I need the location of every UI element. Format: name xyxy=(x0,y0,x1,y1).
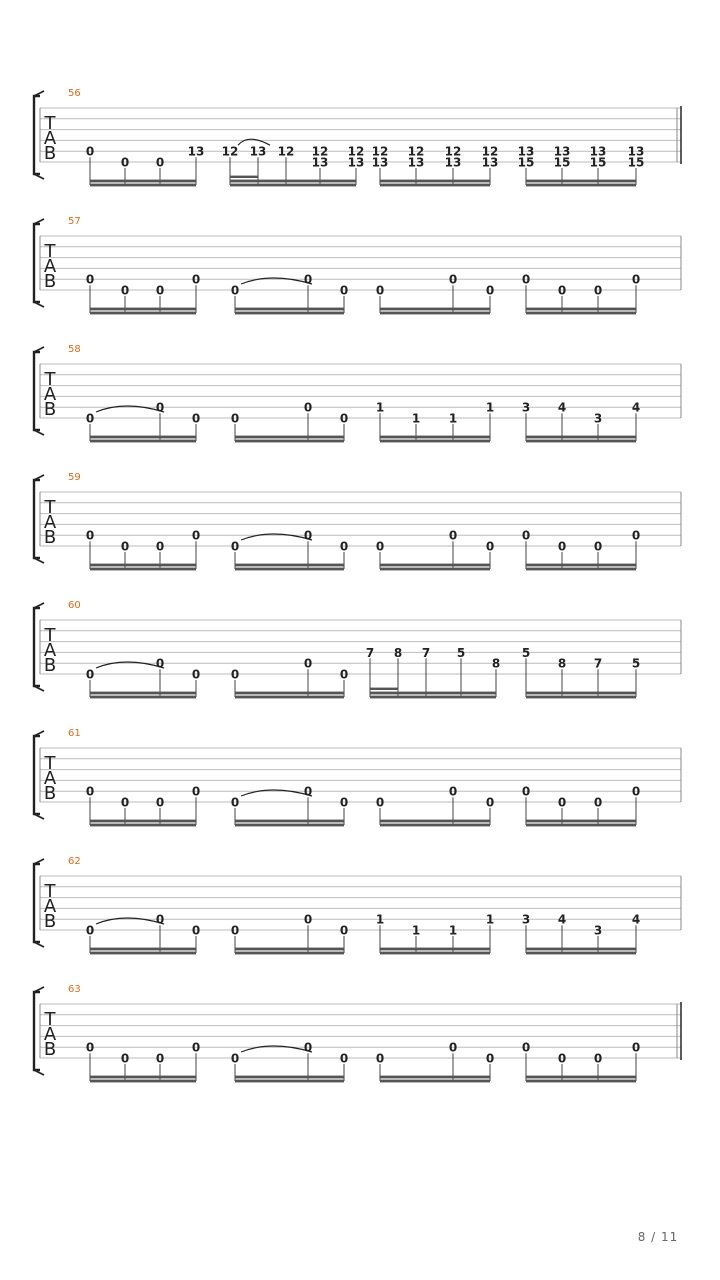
fret-number: 0 xyxy=(85,1040,95,1055)
beam-secondary xyxy=(370,688,398,690)
fret-number: 12 xyxy=(221,144,239,159)
fret-number: 0 xyxy=(120,283,130,298)
beam xyxy=(526,184,636,187)
fret-number: 0 xyxy=(303,912,313,927)
fret-number: 1 xyxy=(411,411,421,426)
beam xyxy=(90,568,196,571)
beam xyxy=(235,568,344,571)
beam xyxy=(526,696,636,699)
tab-clef-letter: A xyxy=(43,128,57,149)
beam-group xyxy=(222,139,365,186)
tab-clef-letter: B xyxy=(43,271,57,292)
system-bracket xyxy=(34,992,40,1070)
beam xyxy=(235,308,344,311)
fret-number: 7 xyxy=(421,645,431,660)
fret-number: 0 xyxy=(593,539,603,554)
fret-number: 3 xyxy=(521,400,531,415)
beam xyxy=(90,696,196,699)
beam xyxy=(90,308,196,311)
beam xyxy=(235,696,344,699)
fret-number: 1 xyxy=(411,923,421,938)
fret-number: 0 xyxy=(155,283,165,298)
fret-number: 0 xyxy=(303,528,313,543)
fret-number: 0 xyxy=(485,1051,495,1066)
beam xyxy=(526,564,636,567)
fret-number: 0 xyxy=(120,155,130,170)
fret-number: 0 xyxy=(593,283,603,298)
tab-clef-letter: T xyxy=(44,881,56,902)
fret-number: 0 xyxy=(120,1051,130,1066)
beam xyxy=(230,184,356,187)
beam xyxy=(380,952,490,955)
fret-number: 5 xyxy=(456,645,466,660)
beam xyxy=(235,1076,344,1079)
fret-number: 13 xyxy=(517,144,535,159)
fret-number: 8 xyxy=(557,656,567,671)
tab-clef-letter: T xyxy=(44,241,56,262)
tab-system xyxy=(34,216,681,314)
beam xyxy=(90,312,196,315)
fret-number: 15 xyxy=(627,155,645,170)
fret-number: 0 xyxy=(557,539,567,554)
beam xyxy=(90,1080,196,1083)
measure-number: 56 xyxy=(68,88,81,99)
tab-clef-letter: B xyxy=(43,1039,57,1060)
fret-number: 0 xyxy=(303,1040,313,1055)
fret-number: 5 xyxy=(521,645,531,660)
beam xyxy=(90,184,196,187)
fret-number: 0 xyxy=(230,923,240,938)
fret-number: 0 xyxy=(303,400,313,415)
beam xyxy=(90,692,196,695)
fret-number: 0 xyxy=(155,1051,165,1066)
fret-number: 13 xyxy=(627,144,645,159)
system-bracket xyxy=(34,224,40,302)
fret-number: 0 xyxy=(85,144,95,159)
fret-number: 0 xyxy=(631,784,641,799)
fret-number: 0 xyxy=(631,528,641,543)
fret-number: 12 xyxy=(371,144,389,159)
beam xyxy=(90,180,196,183)
fret-number: 0 xyxy=(230,1051,240,1066)
beam xyxy=(526,1080,636,1083)
tab-system xyxy=(34,472,681,570)
fret-number: 15 xyxy=(517,155,535,170)
beam xyxy=(90,820,196,823)
fret-number: 0 xyxy=(155,656,165,671)
fret-number: 0 xyxy=(557,795,567,810)
system-bracket xyxy=(34,864,40,942)
system-bracket xyxy=(34,736,40,814)
beam xyxy=(235,564,344,567)
fret-number: 1 xyxy=(485,912,495,927)
tab-clef-letter: B xyxy=(43,655,57,676)
fret-number: 13 xyxy=(249,144,267,159)
system-bracket xyxy=(34,96,40,174)
beam xyxy=(380,568,490,571)
fret-number: 1 xyxy=(448,411,458,426)
tab-clef-letter: B xyxy=(43,399,57,420)
fret-number: 12 xyxy=(444,144,462,159)
fret-number: 4 xyxy=(557,400,567,415)
fret-number: 3 xyxy=(593,923,603,938)
fret-number: 0 xyxy=(375,283,385,298)
tab-clef-letter: T xyxy=(44,497,56,518)
tab-system xyxy=(34,984,681,1082)
beam xyxy=(380,820,490,823)
beam xyxy=(235,440,344,443)
beam xyxy=(90,1076,196,1079)
fret-number: 13 xyxy=(187,144,205,159)
beam xyxy=(380,180,490,183)
tab-system xyxy=(34,88,681,186)
beam xyxy=(235,312,344,315)
fret-number: 0 xyxy=(448,528,458,543)
fret-number: 0 xyxy=(339,1051,349,1066)
tab-clef-letter: A xyxy=(43,1024,57,1045)
tab-clef-letter: T xyxy=(44,625,56,646)
fret-number: 8 xyxy=(491,656,501,671)
fret-number: 0 xyxy=(339,795,349,810)
fret-number: 0 xyxy=(85,784,95,799)
fret-number: 0 xyxy=(191,528,201,543)
fret-number: 0 xyxy=(230,283,240,298)
page-number: 8 / 11 xyxy=(637,1230,679,1244)
beam xyxy=(380,308,490,311)
fret-number: 0 xyxy=(191,272,201,287)
fret-number: 0 xyxy=(485,283,495,298)
tab-clef-letter: T xyxy=(44,753,56,774)
fret-number: 15 xyxy=(553,155,571,170)
fret-number: 0 xyxy=(230,795,240,810)
fret-number: 0 xyxy=(521,272,531,287)
fret-number: 4 xyxy=(631,400,641,415)
system-bracket xyxy=(34,608,40,686)
beam xyxy=(526,180,636,183)
fret-number: 0 xyxy=(448,272,458,287)
beam-secondary xyxy=(230,176,258,178)
measure-number: 57 xyxy=(68,216,81,227)
tab-clef-letter: B xyxy=(43,783,57,804)
fret-number: 13 xyxy=(553,144,571,159)
tab-clef-letter: B xyxy=(43,143,57,164)
measure-number: 59 xyxy=(68,472,81,483)
fret-number: 0 xyxy=(85,923,95,938)
fret-number: 0 xyxy=(155,155,165,170)
fret-number: 0 xyxy=(120,795,130,810)
fret-number: 12 xyxy=(347,144,365,159)
fret-number: 0 xyxy=(593,795,603,810)
tab-system xyxy=(34,856,681,954)
tab-clef-letter: A xyxy=(43,256,57,277)
beam xyxy=(380,948,490,951)
fret-number: 8 xyxy=(393,645,403,660)
beam xyxy=(526,1076,636,1079)
tab-clef-letter: A xyxy=(43,384,57,405)
tab-clef-letter: B xyxy=(43,911,57,932)
fret-number: 12 xyxy=(481,144,499,159)
measure-number: 63 xyxy=(68,984,81,995)
beam xyxy=(526,436,636,439)
beam xyxy=(380,312,490,315)
fret-number: 0 xyxy=(375,795,385,810)
fret-number: 0 xyxy=(230,539,240,554)
beam xyxy=(235,824,344,827)
fret-number: 0 xyxy=(631,272,641,287)
fret-number: 13 xyxy=(371,155,389,170)
fret-number: 0 xyxy=(339,283,349,298)
fret-number: 0 xyxy=(230,667,240,682)
beam-group xyxy=(366,646,500,698)
fret-number: 13 xyxy=(407,155,425,170)
beam xyxy=(526,948,636,951)
beam xyxy=(90,436,196,439)
tab-clef-letter: T xyxy=(44,113,56,134)
fret-number: 0 xyxy=(191,1040,201,1055)
fret-number: 0 xyxy=(593,1051,603,1066)
beam xyxy=(526,952,636,955)
fret-number: 1 xyxy=(485,400,495,415)
fret-number: 3 xyxy=(593,411,603,426)
beam xyxy=(526,568,636,571)
beam xyxy=(90,952,196,955)
fret-number: 0 xyxy=(155,912,165,927)
beam xyxy=(380,564,490,567)
fret-number: 0 xyxy=(339,923,349,938)
fret-number: 13 xyxy=(444,155,462,170)
fret-number: 0 xyxy=(85,528,95,543)
fret-number: 0 xyxy=(448,784,458,799)
fret-number: 13 xyxy=(347,155,365,170)
fret-number: 0 xyxy=(375,1051,385,1066)
fret-number: 0 xyxy=(191,667,201,682)
fret-number: 1 xyxy=(448,923,458,938)
fret-number: 0 xyxy=(339,411,349,426)
beam xyxy=(370,692,496,695)
system-bracket xyxy=(34,480,40,558)
beam xyxy=(230,180,356,183)
beam xyxy=(380,436,490,439)
beam xyxy=(90,564,196,567)
fret-number: 0 xyxy=(120,539,130,554)
fret-number: 0 xyxy=(521,528,531,543)
tab-clef-letter: T xyxy=(44,369,56,390)
tab-clef-letter: A xyxy=(43,896,57,917)
fret-number: 5 xyxy=(631,656,641,671)
beam xyxy=(370,696,496,699)
fret-number: 0 xyxy=(485,539,495,554)
fret-number: 7 xyxy=(593,656,603,671)
beam xyxy=(235,436,344,439)
measure-number: 62 xyxy=(68,856,81,867)
beam xyxy=(526,312,636,315)
fret-number: 0 xyxy=(85,667,95,682)
fret-number: 0 xyxy=(191,784,201,799)
fret-number: 0 xyxy=(155,539,165,554)
beam xyxy=(90,948,196,951)
fret-number: 3 xyxy=(521,912,531,927)
beam xyxy=(380,824,490,827)
fret-number: 7 xyxy=(365,645,375,660)
fret-number: 12 xyxy=(311,144,329,159)
fret-number: 0 xyxy=(631,1040,641,1055)
fret-number: 0 xyxy=(191,411,201,426)
fret-number: 1 xyxy=(375,912,385,927)
fret-number: 0 xyxy=(155,400,165,415)
fret-number: 0 xyxy=(339,667,349,682)
fret-number: 0 xyxy=(230,411,240,426)
fret-number: 15 xyxy=(589,155,607,170)
fret-number: 0 xyxy=(303,784,313,799)
tab-clef-letter: A xyxy=(43,768,57,789)
fret-number: 0 xyxy=(303,272,313,287)
fret-number: 0 xyxy=(191,923,201,938)
beam xyxy=(90,440,196,443)
fret-number: 0 xyxy=(557,283,567,298)
system-bracket xyxy=(34,352,40,430)
beam xyxy=(235,692,344,695)
fret-number: 0 xyxy=(339,539,349,554)
beam xyxy=(526,440,636,443)
tab-clef-letter: B xyxy=(43,527,57,548)
beam xyxy=(90,824,196,827)
fret-number: 13 xyxy=(481,155,499,170)
fret-number: 4 xyxy=(631,912,641,927)
fret-number: 0 xyxy=(155,795,165,810)
fret-number: 0 xyxy=(521,1040,531,1055)
beam xyxy=(526,820,636,823)
measure-number: 60 xyxy=(68,600,81,611)
tab-clef-letter: A xyxy=(43,640,57,661)
beam xyxy=(380,1080,490,1083)
fret-number: 12 xyxy=(407,144,425,159)
measure-number: 61 xyxy=(68,728,81,739)
beam xyxy=(235,1080,344,1083)
beam xyxy=(526,824,636,827)
beam xyxy=(380,184,490,187)
fret-number: 1 xyxy=(375,400,385,415)
beam xyxy=(235,952,344,955)
tab-clef-letter: T xyxy=(44,1009,56,1030)
fret-number: 13 xyxy=(311,155,329,170)
fret-number: 0 xyxy=(303,656,313,671)
tab-system xyxy=(34,600,681,698)
fret-number: 13 xyxy=(589,144,607,159)
fret-number: 0 xyxy=(521,784,531,799)
measure-number: 58 xyxy=(68,344,81,355)
fret-number: 0 xyxy=(85,411,95,426)
fret-number: 0 xyxy=(85,272,95,287)
tab-system xyxy=(34,728,681,826)
tab-system xyxy=(34,344,681,442)
beam xyxy=(526,692,636,695)
fret-number: 12 xyxy=(277,144,295,159)
beam xyxy=(235,948,344,951)
beam xyxy=(380,1076,490,1079)
fret-number: 0 xyxy=(557,1051,567,1066)
fret-number: 0 xyxy=(448,1040,458,1055)
beam xyxy=(380,440,490,443)
beam xyxy=(526,308,636,311)
fret-number: 0 xyxy=(485,795,495,810)
fret-number: 4 xyxy=(557,912,567,927)
fret-number: 0 xyxy=(375,539,385,554)
beam-group xyxy=(522,646,640,698)
tab-clef-letter: A xyxy=(43,512,57,533)
beam xyxy=(235,820,344,823)
